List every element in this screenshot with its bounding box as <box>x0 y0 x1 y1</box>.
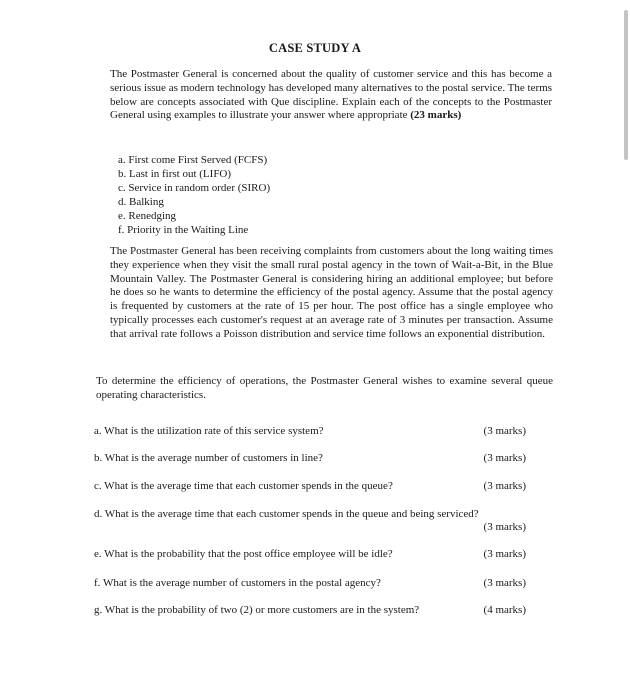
question-d <box>94 508 534 533</box>
list-item: d. Balking <box>118 196 164 208</box>
question-text: a. What is the utilization rate of this service system? <box>94 425 324 437</box>
question-f <box>94 577 526 590</box>
list-item: b. Last in first out (LIFO) <box>118 168 232 180</box>
question-marks: (3 marks) <box>483 548 526 560</box>
intro-text: The Postmaster General is concerned about the quality of customer service and this has become a serious issue as modern technology has developed many alternatives to the postal service. The terms below are concepts associated with Que discipline. Explain each of the concepts to the Postmaster General using examples to illustrate your answer where appropriate <box>110 68 552 122</box>
question-e <box>94 548 526 561</box>
list-item: e. Renedging <box>118 210 177 222</box>
question-marks: (3 marks) <box>483 452 526 464</box>
scenario-paragraph: The Postmaster General has been receiving complaints from customers about the long waiting times they experience when they visit the small rural postal agency in the town of Wait-a-Bit, in the Blue Mountain Valley. The Postmaster General is considering hiring an additional employee; but before he does so he wants to determine the efficiency of the postal agency. Assume that the postal agency is frequented by customers at the rate of 15 per hour. The post office has a single employee who typically processes each customer's request at an average rate of 3 minutes per transaction. Assume that arrival rate follows a Poisson distribution and service time follows an exponential distribution. <box>110 245 553 340</box>
question-text: b. What is the average number of customers in line? <box>94 452 323 464</box>
list-item: f. Priority in the Waiting Line <box>118 224 249 236</box>
question-text: d. What is the average time that each customer spends in the queue and being serviced? <box>94 508 479 520</box>
question-text: f. What is the average number of customers in the postal agency? <box>94 577 381 589</box>
question-c <box>94 480 526 493</box>
intro-paragraph <box>110 68 552 123</box>
question-g <box>94 604 526 617</box>
question-a <box>94 425 526 438</box>
question-text: c. What is the average time that each customer spends in the queue? <box>94 480 393 492</box>
question-text: e. What is the probability that the post office employee will be idle? <box>94 548 393 560</box>
list-item: c. Service in random order (SIRO) <box>118 182 271 194</box>
task-paragraph: To determine the efficiency of operations, the Postmaster General wishes to examine several queue operating characteristics. <box>96 375 553 401</box>
question-marks: (3 marks) <box>483 425 526 437</box>
question-marks: (3 marks) <box>483 521 526 533</box>
list-item: a. First come First Served (FCFS) <box>118 154 268 166</box>
question-marks: (3 marks) <box>483 577 526 589</box>
question-text: g. What is the probability of two (2) or more customers are in the system? <box>94 604 420 616</box>
question-b <box>94 452 526 465</box>
intro-marks: (23 marks) <box>410 109 462 122</box>
question-marks: (3 marks) <box>483 480 526 492</box>
scrollbar-thumb[interactable] <box>624 10 628 160</box>
question-marks: (4 marks) <box>483 604 526 616</box>
case-study-title: CASE STUDY A <box>268 41 362 55</box>
concepts-list <box>118 153 270 237</box>
